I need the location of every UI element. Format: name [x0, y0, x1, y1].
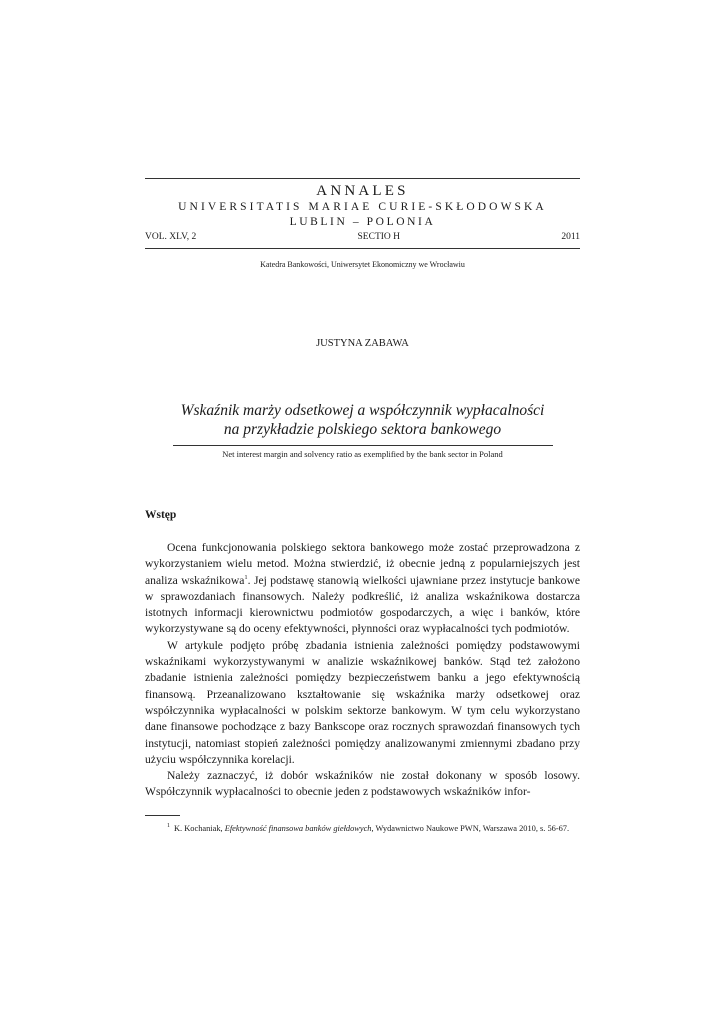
footnote-reference[interactable]: 1 — [244, 573, 248, 581]
title-line-2: na przykładzie polskiego sektora bankowego — [223, 420, 502, 438]
footnote-rest: , Wydawnictwo Naukowe PWN, Warszawa 2010, s. 56-67. — [371, 823, 570, 833]
journal-name: ANNALES — [316, 183, 409, 199]
paragraph-1-text-a: Ocena funkcjonowania polskiego sektora bankowego może zostać przeprowadzona z wykorzystaniem wielu metod. Można stwierdzić, iż obecnie jedną z popularniejszych jest analiza wskaźnikowa — [145, 541, 580, 587]
article-page — [145, 178, 580, 835]
title-rule — [173, 445, 553, 446]
year-label: 2011 — [561, 232, 580, 242]
paragraph-1-text-b: . Jej podstawę stanowią wielkości ujawniane przez instytucje bankowe w sprawozdaniach finansowych. Należy podkreślić, iż analiza wskaźnikowa dostarcza istotnych informacji kierownictwu podmiotów gospodarczych, a więc i banków, które wykorzystywane są do oceny efektywności, płynności oraz wypłacalności tych podmiotów. — [145, 573, 580, 636]
header-bottom-rule — [145, 248, 580, 249]
article-body — [145, 540, 580, 801]
paragraph-1 — [145, 540, 580, 638]
footnote-work: Efektywność finansowa banków giełdowych — [224, 823, 372, 833]
author-name: JUSTYNA ZABAWA — [316, 338, 409, 349]
paragraph-3: Należy zaznaczyć, iż dobór wskaźników nie został dokonany w sposób losowy. Współczynnik wypłacalności to obecnie jeden z podstawowych wskaźników infor- — [145, 769, 580, 799]
section-heading: Wstęp — [145, 509, 177, 521]
article-title — [145, 402, 580, 439]
university-name: UNIVERSITATIS MARIAE CURIE-SKŁODOWSKA — [178, 201, 547, 213]
header-top-rule — [145, 178, 580, 179]
footnote — [145, 822, 580, 835]
footnote-rule — [145, 815, 180, 816]
paragraph-2: W artykule podjęto próbę zbadania istnienia zależności pomiędzy podstawowymi wskaźnikami wykorzystywanymi w analizie wskaźnikowej banków. Stąd też założono zbadanie istnienia zależności pomiędzy bezpieczeństwem banku a jego efektywnością finansową. Przeanalizowano kształtowanie się wskaźnika marży odsetkowej oraz współczynnika wypłacalności w polskim sektorze bankowym. W tym celu wykorzystano dane finansowe pochodzące z bazy Bankscope oraz rocznych sprawozdań finansowych tych instytucji, natomiast stopień zależności pomiędzy analizowanymi zmiennymi zbadano przy użyciu współczynnika korelacji. — [145, 638, 580, 766]
volume-row — [145, 231, 580, 248]
affiliation: Katedra Bankowości, Uniwersytet Ekonomiczny we Wrocławiu — [260, 260, 465, 269]
place-name: LUBLIN – POLONIA — [289, 216, 436, 228]
footnote-mark: 1 — [167, 822, 170, 829]
footnote-author: K. Kochaniak, — [174, 823, 225, 833]
title-line-1: Wskaźnik marży odsetkowej a współczynnik wypłacalności — [180, 402, 545, 419]
english-title: Net interest margin and solvency ratio as exemplified by the bank sector in Poland — [222, 449, 503, 459]
section-label: SECTIO H — [357, 232, 401, 242]
volume-label: VOL. XLV, 2 — [145, 232, 197, 242]
